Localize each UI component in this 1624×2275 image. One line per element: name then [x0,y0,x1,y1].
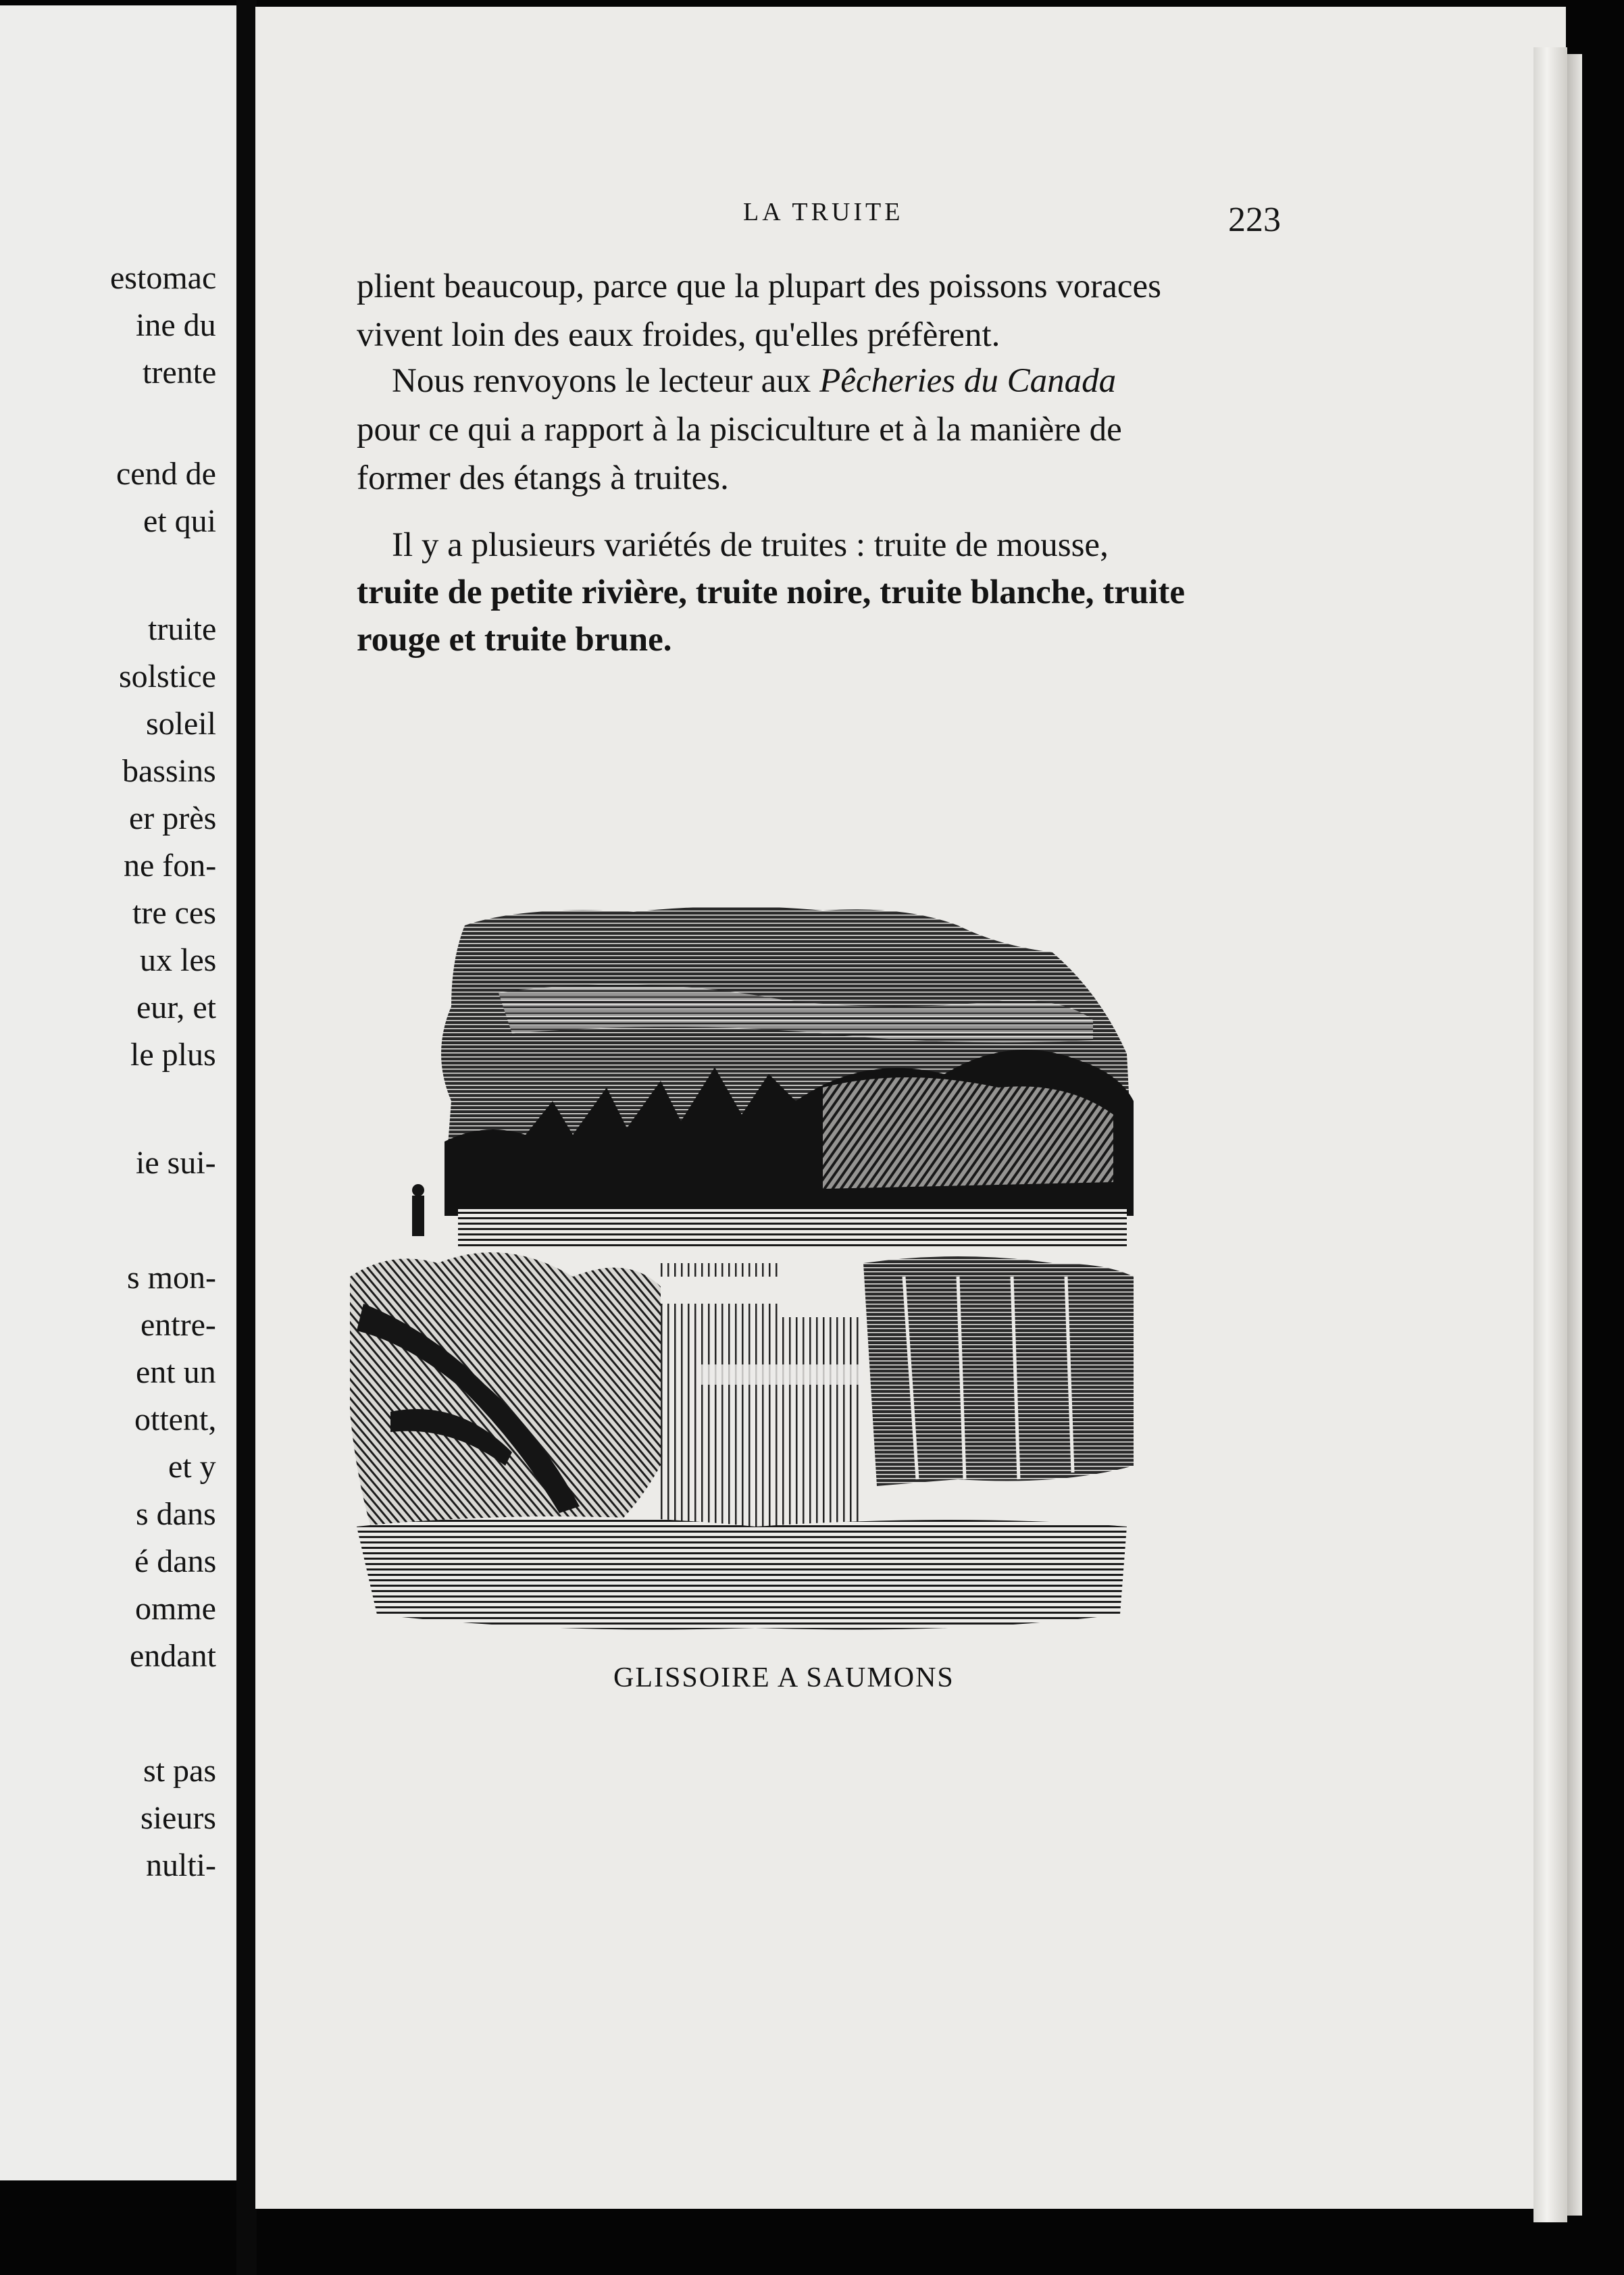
left-page-text-fragment: eur, et [136,990,217,1025]
left-page-text-fragment: ne fon- [124,848,217,884]
left-page-text-fragment: nulti- [146,1847,216,1883]
text-line: former des étangs à truites. [357,459,729,497]
left-page-text-fragment: st pas [143,1753,216,1789]
left-page-text-fragment: et qui [143,503,216,539]
left-page-text-fragment: ux les [140,942,217,978]
salmon-ladder-engraving [350,898,1255,1635]
text-line: pour ce qui a rapport à la pisciculture et à la manière de [357,411,1122,449]
left-page-text-fragment: cend de [116,456,216,492]
text-line: plient beaucoup, parce que la plupart des poissons voraces [357,267,1162,305]
italic-title: Pêcheries du Canada [819,362,1117,400]
text-line: rouge et truite brune. [357,621,672,659]
left-page-text-fragment: é dans [134,1543,217,1579]
left-page-text-fragment: endant [130,1638,216,1674]
left-page-text-fragment: solstice [119,659,216,694]
left-page-text-fragment: sieurs [141,1800,216,1836]
text-line [392,361,1116,401]
left-page-text-fragment: ent un [136,1354,216,1390]
left-page-text-fragment: ie sui- [136,1145,216,1181]
text-span: Nous renvoyons le lecteur aux [392,362,820,400]
left-page-text-fragment: s dans [136,1496,216,1532]
left-page-text-fragment: er près [129,800,217,836]
left-page-text-fragment: soleil [146,706,216,742]
left-page-fragment [0,5,236,2180]
left-page-text-fragment: truite [148,611,217,647]
page-number: 223 [1228,201,1281,239]
page-edge-stack-outer [1567,54,1582,2216]
left-page-text-fragment: omme [135,1591,216,1627]
text-line: Il y a plusieurs variétés de truites : truite de mousse, [392,526,1109,564]
text-line: vivent loin des eaux froides, qu'elles préfèrent. [357,316,1000,354]
illustration-caption: GLISSOIRE A SAUMONS [613,1662,955,1693]
text-line: truite de petite rivière, truite noire, truite blanche, truite [357,573,1185,611]
left-page-text-fragment: ottent, [134,1402,217,1437]
left-page-text-fragment: tre ces [132,895,216,931]
running-head: LA TRUITE [743,198,904,226]
page-edge-stack [1533,47,1567,2222]
left-page-text-fragment: bassins [122,753,216,789]
left-page-text-fragment: ine du [136,307,216,343]
left-page-text-fragment: et y [168,1449,216,1485]
left-page-text-fragment: s mon- [127,1260,216,1296]
left-page-text-fragment: le plus [130,1037,216,1073]
left-page-text-fragment: entre- [141,1307,216,1343]
left-page-text-fragment: estomac [110,260,217,296]
left-page-text-fragment: trente [143,355,217,390]
book-gutter [236,0,257,2275]
